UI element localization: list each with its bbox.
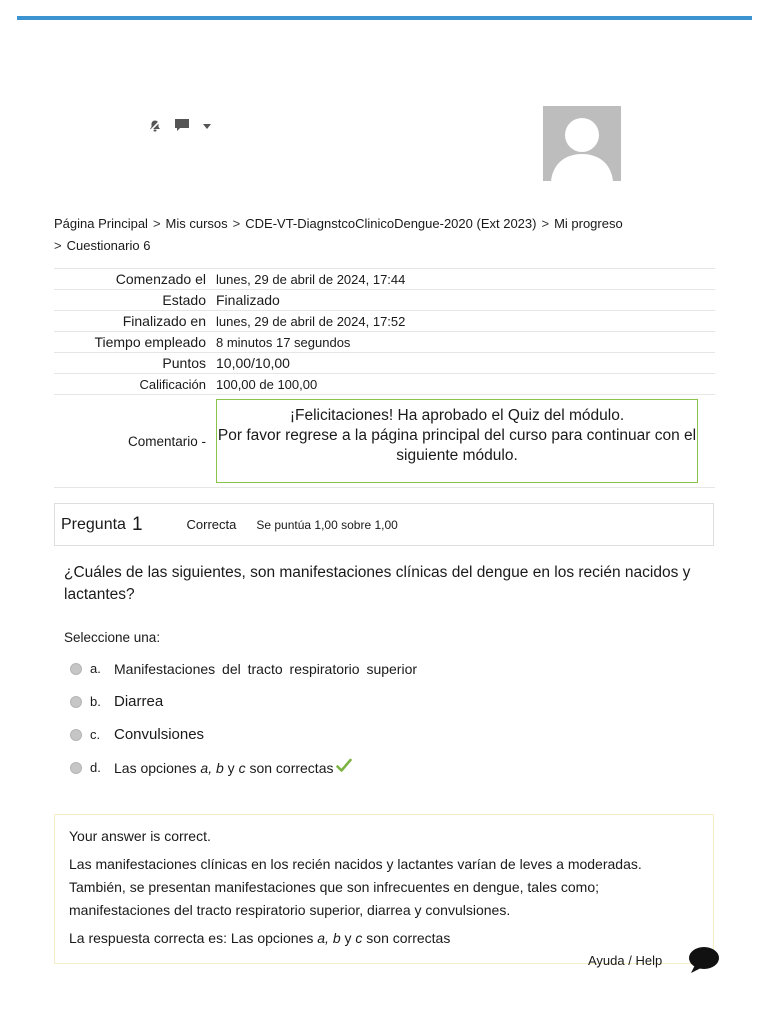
answer-option-d[interactable] [70,751,670,784]
question-info-box [54,503,714,546]
breadcrumb-quiz[interactable]: Cuestionario 6 [66,238,151,253]
answer-text: Manifestaciones del tracto respiratorio superior [114,660,418,677]
radio-button[interactable] [70,663,82,675]
state-value: Finalizado [216,292,280,308]
feedback-box [54,814,714,964]
feedback-right-answer [69,927,699,950]
started-label: Comenzado el [115,271,206,287]
time-value: 8 minutos 17 segundos [216,334,351,350]
breadcrumb-course[interactable]: CDE-VT-DiagnstcoClinicoDengue-2020 (Ext 2023) [245,216,537,231]
answer-text: Diarrea [114,693,164,710]
caret-down-icon[interactable] [202,121,212,131]
feedback-correct: Your answer is correct. [69,828,211,844]
summary-row-state [54,290,715,311]
right-answer-c: c [355,930,363,946]
attempt-summary-table [54,268,715,488]
answer-prompt: Seleccione una: [64,630,161,645]
right-answer-pre: La respuesta correcta es: Las opciones [69,930,318,946]
answer-letter: c. [90,727,101,742]
comment-line-2: Por favor regrese a la página principal del curso para continuar con el siguiente módulo. [217,427,697,464]
correct-check-icon [336,758,352,777]
chat-bubble-icon[interactable] [174,118,190,133]
summary-row-finished [54,311,715,332]
question-text: ¿Cuáles de las siguientes, son manifestaciones clínicas del dengue en los recién nacidos y lactantes? [64,564,691,603]
summary-row-grade [54,374,715,395]
right-answer-y: y [340,930,356,946]
user-silhouette-icon [543,106,621,181]
comment-label: Comentario - [127,433,206,449]
answer-text: Convulsiones [114,726,205,743]
summary-row-comment [54,395,715,488]
answer-option-c[interactable] [70,718,670,751]
answer-option-b[interactable] [70,685,670,718]
question-state: Correcta [186,517,237,532]
right-answer-post: son correctas [362,930,451,946]
breadcrumb [54,213,714,257]
comment-box [216,399,698,483]
answer-text-y: y [223,759,239,776]
summary-row-time [54,332,715,353]
help-link[interactable]: Ayuda / Help [588,953,663,968]
answer-text-pre: Las opciones [114,759,201,776]
summary-row-started [54,269,715,290]
answer-list [70,652,670,784]
radio-button[interactable] [70,729,82,741]
right-answer-b: b [332,930,341,946]
started-value: lunes, 29 de abril de 2024, 17:44 [216,271,406,287]
feedback-general: Las manifestaciones clínicas en los recién nacidos y lactantes varían de leves a moderadas. También, se presentan manifestaciones que son infrecuentes en dengue, tales como; manifestaciones del tracto respiratorio superior, diarrea y convulsiones. [69,856,642,918]
finished-value: lunes, 29 de abril de 2024, 17:52 [216,313,406,329]
breadcrumb-my-courses[interactable]: Mis cursos [165,216,228,231]
top-accent-bar [17,16,752,20]
answer-letter: d. [90,760,101,775]
question-label: Pregunta [61,515,126,533]
question-grade: Se puntúa 1,00 sobre 1,00 [256,517,398,532]
answer-text [114,760,334,776]
answer-text-c: c [238,759,246,776]
grade-label: Calificación [139,376,206,392]
grade-value: 100,00 de 100,00 [216,376,318,392]
breadcrumb-progress[interactable]: Mi progreso [554,216,623,231]
right-answer-a: a, [317,930,329,946]
user-avatar[interactable] [543,106,621,181]
comment-line-1: ¡Felicitaciones! Ha aprobado el Quiz del módulo. [289,407,625,424]
answer-letter: a. [90,661,101,676]
chevron-right-icon: > [232,216,241,231]
radio-button[interactable] [70,762,82,774]
answer-letter: b. [90,694,101,709]
summary-row-points [54,353,715,374]
question-number: 1 [131,513,143,535]
points-label: Puntos [162,355,206,371]
answer-text-a: a, [200,759,213,776]
radio-button[interactable] [70,696,82,708]
header-icons [148,118,212,133]
chevron-right-icon: > [54,238,62,253]
comment-cell [212,395,715,488]
breadcrumb-home[interactable]: Página Principal [54,216,148,231]
chevron-right-icon: > [152,216,161,231]
time-label: Tiempo empleado [94,334,206,350]
answer-text-b: b [215,759,224,776]
answer-text-post: son correctas [245,759,334,776]
state-label: Estado [162,292,206,308]
finished-label: Finalizado en [122,313,206,329]
bell-off-icon[interactable] [148,119,162,133]
points-value: 10,00/10,00 [216,355,290,371]
chat-support-icon[interactable] [687,945,721,980]
answer-option-a[interactable] [70,652,670,685]
chevron-right-icon: > [541,216,550,231]
